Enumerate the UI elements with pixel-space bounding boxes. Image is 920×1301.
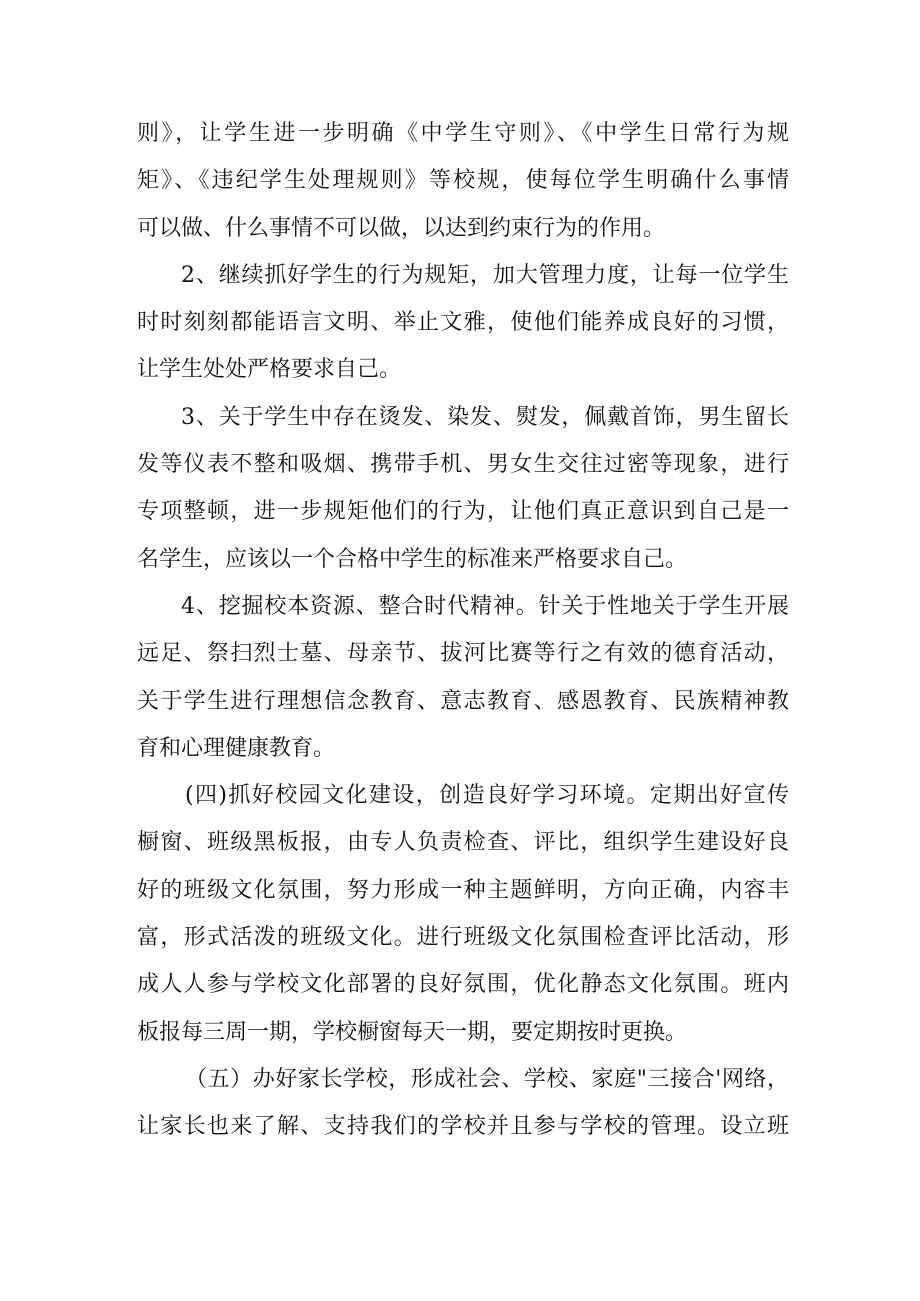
text-line: 2、继续抓好学生的行为规矩，加大管理力度，让每一位学生 bbox=[181, 262, 789, 288]
text-line: 3、关于学生中存在烫发、染发、熨发，佩戴首饰，男生留长 bbox=[181, 404, 789, 430]
text-line: 时时刻刻都能语言文明、举止文雅，使他们能养成良好的习惯， bbox=[137, 310, 789, 336]
text-line: 则》，让学生进一步明确《中学生守则》、《中学生日常行为规 bbox=[137, 121, 789, 146]
text-line: 专项整顿，进一步规矩他们的行为，让他们真正意识到自己是一 bbox=[137, 499, 789, 525]
text-line: 好的班级文化氛围，努力形成一种主题鲜明，方向正确，内容丰 bbox=[137, 877, 789, 903]
text-line: 发等仪表不整和吸烟、携带手机、男女生交往过密等现象，进行 bbox=[137, 452, 789, 478]
text-line: (四)抓好校园文化建设，创造良好学习环境。定期出好宣传 bbox=[185, 783, 789, 809]
text-line: 名学生，应该以一个合格中学生的标准来严格要求自己。 bbox=[137, 546, 688, 572]
text-line: 富，形式活泼的班级文化。进行班级文化氛围检查评比活动，形 bbox=[137, 925, 789, 951]
text-line: 橱窗、班级黑板报，由专人负责检查、评比，组织学生建设好良 bbox=[137, 830, 789, 856]
paragraph-section-5-parent-school bbox=[137, 1056, 789, 1151]
text-line: 4、挖掘校本资源、整合时代精神。针关于性地关于学生开展 bbox=[181, 593, 789, 619]
paragraph-item-2 bbox=[137, 252, 789, 394]
paragraph-section-4-campus-culture bbox=[137, 772, 789, 1056]
text-line: 成人人参与学校文化部署的良好氛围，优化静态文化氛围。班内 bbox=[137, 972, 789, 998]
text-line: 矩》、《违纪学生处理规则》等校规，使每位学生明确什么事情 bbox=[137, 168, 789, 194]
paragraph-school-rules bbox=[137, 110, 789, 252]
text-line: 育和心理健康教育。 bbox=[137, 735, 336, 761]
text-line: 板报每三周一期，学校橱窗每天一期，要定期按时更换。 bbox=[137, 1019, 688, 1045]
text-line: 关于学生进行理想信念教育、意志教育、感恩教育、民族精神教 bbox=[137, 688, 789, 714]
document-body bbox=[137, 110, 789, 1151]
text-line: 可以做、什么事情不可以做，以达到约束行为的作用。 bbox=[137, 215, 666, 241]
paragraph-item-3 bbox=[137, 394, 789, 583]
paragraph-item-4 bbox=[137, 583, 789, 772]
text-line: （五）办好家长学校，形成社会、学校、家庭"三接合'网络， bbox=[185, 1066, 789, 1092]
text-line: 让学生处处严格要求自己。 bbox=[137, 357, 402, 383]
text-line: 让家长也来了解、支持我们的学校并且参与学校的管理。设立班 bbox=[137, 1114, 789, 1140]
text-line: 远足、祭扫烈士墓、母亲节、拔河比赛等行之有效的德育活动， bbox=[137, 641, 789, 667]
